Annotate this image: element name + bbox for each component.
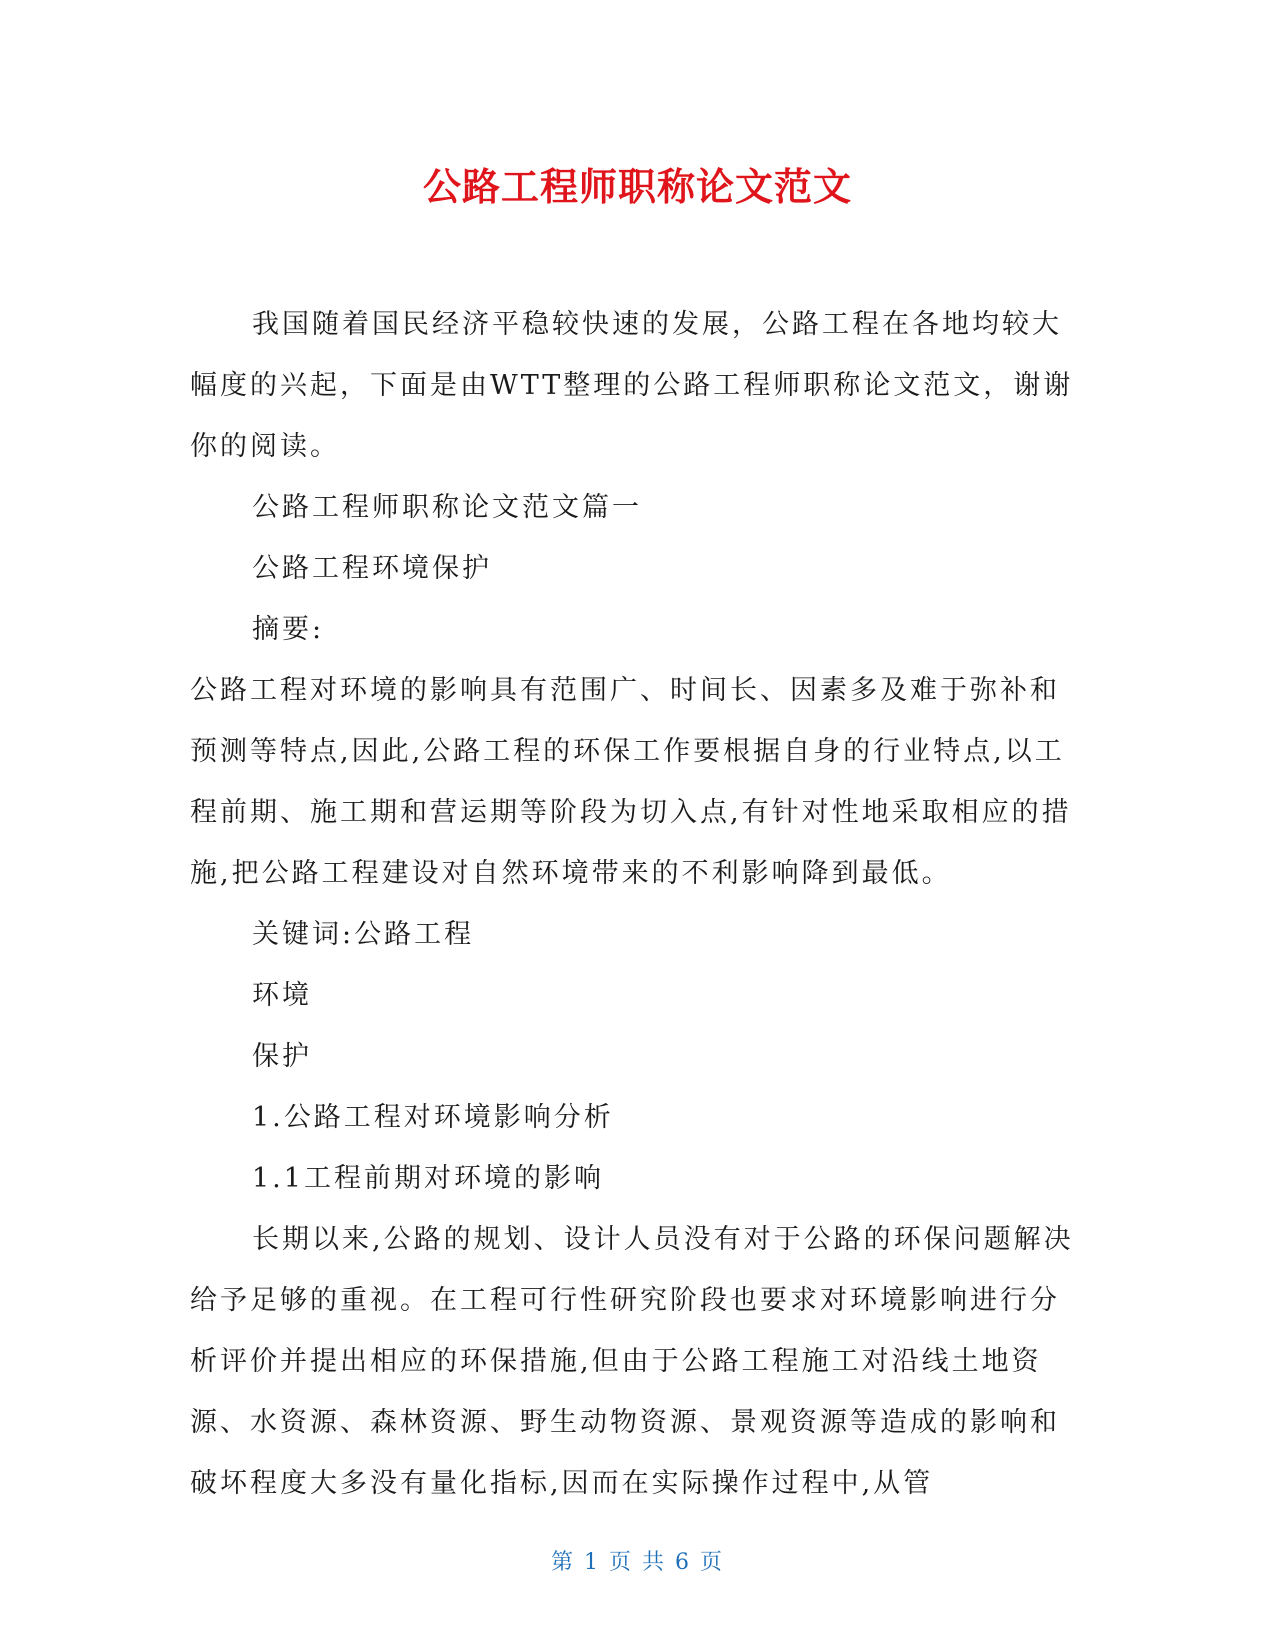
abstract-label: 摘要: [252, 614, 325, 645]
paragraph-body: 长期以来,公路的规划、设计人员没有对于公路的环保问题解决给予足够的重视。在工程可行性研究阶段也要求对环境影响进行分析评价并提出相应的环保措施,但由于公路工程施工对沿线土地资源、水资源、森林资源、野生动物资源、景观资源等造成的影响和破坏程度大多没有量化指标,因而在实际操作过程中,从管 [190, 1224, 1074, 1499]
page-number-footer: 第 1 页 共 6 页 [551, 1550, 724, 1575]
heading-1: 1.公路工程对环境影响分析 [252, 1102, 614, 1133]
document-body [190, 294, 1080, 1514]
section-heading: 公路工程师职称论文范文篇一 [252, 492, 642, 523]
heading-1-1: 1.1工程前期对环境的影响 [252, 1163, 604, 1194]
page-title: 公路工程师职称论文范文 [422, 165, 852, 209]
keywords-line: 关键词:公路工程 [252, 919, 475, 950]
abstract-text: 公路工程对环境的影响具有范围广、时间长、因素多及难于弥补和预测等特点,因此,公路工程的环保工作要根据自身的行业特点,以工程前期、施工期和营运期等阶段为切入点,有针对性地采取相应的措施,把公路工程建设对自然环境带来的不利影响降到最低。 [190, 675, 1072, 889]
article-title: 公路工程环境保护 [252, 553, 492, 584]
keyword-environment: 环境 [252, 980, 312, 1011]
paragraph-intro: 我国随着国民经济平稳较快速的发展，公路工程在各地均较大幅度的兴起，下面是由WTT整理的公路工程师职称论文范文，谢谢你的阅读。 [190, 309, 1074, 462]
keyword-protection: 保护 [252, 1041, 312, 1072]
